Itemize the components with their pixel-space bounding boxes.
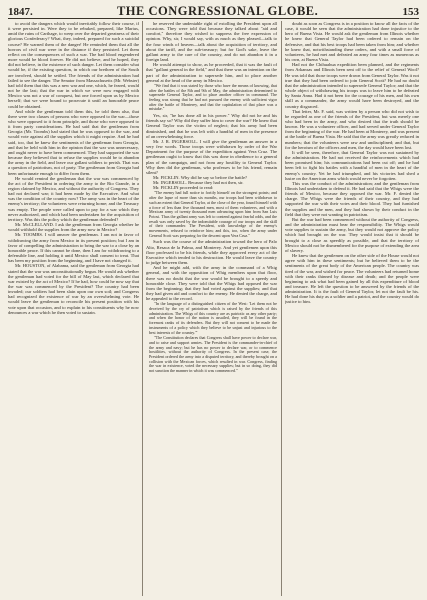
column-2-quotation: "The enemy had full notice to fortify himself on the strongest points; and after the lapse of more than six months, our troops had been withdrawn to such an extent that General Taylor, at the close of the year, found himself with a force of less than five thousand men, most of them volunteers, and with a Mexican army of twenty thousand men advancing upon him from San Luis Potosi. Thus the gallant army was left to contend against fearful odds, and the result was only saved by the indomitable courage of our troops and the skill of their commander. The President, with knowledge of the enemy's movements, refused to reinforce him; and this, too, when the army under General Scott was preparing for the descent upon Vera Cruz." [149, 190, 277, 238]
column-2-paragraph: Such was the course of the administration toward the hero of Palo Alto, Resaca de la Palma, and Monterey. And yet gentlemen upon this floor professed to be his friends, while they approved every act of the Executive which tended to his destruction. He would leave the country to judge between them. [146, 239, 277, 266]
header-year: 1847. [8, 6, 33, 18]
column-2-paragraph: Yes, sir, "he has done all in his power." Why did not he and his friends say so? Why did they suffer him to cover the war? He knew that General Taylor was the victim of neglect; that his army had been diminished, and that he was left with a handful of men in the presence of an overwhelming force. [146, 113, 277, 139]
column-2-paragraph: Mr. J. R. INGERSOLL. I will give the gentleman an answer in a very few words. Those troops were withdrawn by order of the War Department for the purpose of the expedition against Vera Cruz. The gentleman ought to know that this was done in obedience to a general plan of the campaign, and not from any hostility to General Taylor. Why then did the gentleman, who professes to be his friend, remain silent? [146, 138, 277, 175]
column-2-quotation: "In the language of a distinguished citizen of the West: 'Let them not be deceived by the cry of patriotism which is raised by the friends of this administration. The Whigs of this country are as patriotic as any other party; and when the honor of the nation is assailed, they will be found in the foremost ranks of its defenders. But they will not consent to be made the instruments of a policy which they believe to be unjust and injurious to the best interests of the country.'" [149, 301, 277, 335]
column-3-paragraph: This was the conduct of the administration; and the gentleman from Illinois had undertaken to defend it. He had said that the Whigs were the friends of Mexico, because they opposed the war. Mr. F. denied the charge. The Whigs were the friends of their country, and they had supported the war with their votes and their blood. They had furnished the supplies and the men, and they had shown by their conduct in the field that they were not wanting in patriotism. [285, 180, 419, 217]
column-1-paragraph: Mr. TOOMBS. I will answer the gentleman. I am not in favor of withdrawing the army from Mexico in its present position; but I am in favor of compelling the administration to bring the war to a close by an honorable peace. If this cannot be done, then I am for withdrawing to a defensible line, and holding it until Mexico shall consent to treat. That has been my position from the beginning, and I have not changed it. [8, 232, 139, 264]
column-2-paragraph: Mr. INGERSOLL. Because they had not then, sir. [153, 180, 244, 186]
column-2-paragraph: Mr. FICKLIN proceeded to read: [153, 185, 214, 191]
column-3-paragraph: He knew that the gentlemen on the other side of the House would not agree with him in these sentiments; but he believed them to be the sentiments of the great body of the American people. The country was tired of the war, and wished for peace. The volunteers had returned home with their ranks thinned by disease and death; and the people were beginning to ask what had been gained by all this expenditure of blood and treasure. He left the question to be answered by the friends of the administration. It is the fault of General Taylor, let not the fault be his. He had done his duty as a soldier and a patriot, and the country would do justice to him. [285, 253, 419, 305]
column-divider [281, 21, 282, 596]
column-1-paragraph: to avoid the dangers which would inevitably follow their course, if it were persisted in. Were they to be rebuked, prepared, like Marius, amid the ruins of Carthage, to weep over the departed greatness of their glorious Confederacy? What, they, indeed, prepared for such a suicidal course? He warned them of the danger! He reminded them that all the horrors of civil war were in the distance if they persisted. Let them reflect on the consequences of such a war. The bad blood engendered more would be blood forever. He did not believe, and he hoped, they did not believe, in the existence of such danger. Let them consider what would be, if the existing question, in which our brethren of the South are involved, should be settled. The friends of the administration had failed to see the danger. The Senator from Massachusetts (Mr. Webster) had told them that this was a new war and one, which, he feared, would not be the last; that the war in which we were now engaged with Mexico was not a war of conquest, but one forced upon us by Mexico herself; that we were bound to prosecute it until an honorable peace could be obtained. [8, 21, 139, 109]
column-3-paragraph: doubt as soon as Congress is in a position to know all the facts of the case, it would be seen that the administration had done injustice to the hero of Buena Vista. He would ask the gentleman from Illinois whether he knew that General Taylor had been ordered to remain on the defensive, and that his best troops had been taken from him; and whether he knew that, notwithstanding these orders, and with a small force of volunteers, he had met and defeated an army four times as numerous as his own, at Buena Vista. [285, 21, 419, 63]
column-1-paragraph: Mr. McCLELLAND. I ask the gentleman from Georgia whether he would withhold the supplies from the army now in Mexico? [8, 222, 139, 233]
column-2-paragraph: Mr. FICKLIN. Why did he say so before the battle? [153, 174, 247, 180]
column-2-quotation: "The Constitution declares that Congress shall have power to declare war, and to raise and support armies. The President is the commander-in-chief of the army and navy; but he has no power to declare war, or to commence hostilities, without the authority of Congress. In the present case, the President ordered the army into a disputed territory, and thereby brought on a collision with the Mexican forces, which resulted in war. Congress, finding the war in existence, voted the necessary supplies; but in so doing, they did not sanction the manner in which it was commenced." [149, 335, 277, 374]
column-2-paragraph: He would attempt to show, as he proceeded, that it was the fault of that "gallant general in the field," and that there was an intention on the part of the administration to supersede him, and to place another general at the head of the army in Mexico. [146, 62, 277, 83]
text-column-2 [146, 21, 277, 596]
text-column-1 [8, 21, 139, 596]
column-1-paragraph: Mr. HOUSTON, of Alabama, said the gentleman from Georgia had stated that the war was unconstitutionally begun. He would ask whether the gentleman had voted for the bill of May last, which declared that war existed by the act of Mexico? If he had, how could he now say that the war was commenced by the President? The country had been invaded; our soldiers had been slain upon our own soil; and Congress had recognized the existence of war by an overwhelming vote. He would leave the gentleman to reconcile his present position with his vote upon that occasion, and to explain to his constituents why he now denounces a war which he then voted to sustain. [8, 263, 139, 315]
column-3-paragraph: That letter, Mr. F. said, was written by a person who did not wish to be regarded as one of the friends of the President, but was merely one who had been in the army, and who desired that the truth should be known. He was a volunteer officer, and had served under General Taylor from the beginning of the war. He had been at Monterey, and was present at the battle of Buena Vista. He said that the army was greatly reduced in numbers; that the volunteers were raw and undisciplined; and that, but for the heroism of the officers and men, the day would have been lost. [285, 108, 419, 150]
text-column-3 [285, 21, 419, 596]
column-3-paragraph: Had not the Chihuahua expedition been planned, and the regiments from Arkansas and Illinois been sent off to the relief of General Wool? He was told that those troops were drawn from General Taylor. Was it not true that they had been ordered to join General Scott? He had no doubt that the administration intended to supersede General Taylor; and that the whole object of withdrawing his troops was to leave him to be defeated by Santa Anna. Had it not been for the courage of his men, and his own skill as a commander, the army would have been destroyed, and the country disgraced. [285, 62, 419, 109]
header-page-number: 153 [402, 6, 419, 18]
column-1-paragraph: And while the gentleman told them this, he told them also, that there were two classes of persons who were opposed to the war—those who were opposed to it from principle, and those who were opposed to it from party considerations. He had said that the gentleman from Georgia (Mr. Toombs) had stated that he was opposed to the war, and would vote against all the supplies which it might require. And he had said, too, that he knew the sentiments of the gentleman from Georgia, and that he held with him in the opinion that the war was unnecessary, and ought never to have been commenced. They had supported the war because they believed that to refuse the supplies would be to abandon the army in the field, and leave our gallant soldiers to perish. That was a question of patriotism, not of party. The gentleman from Georgia had been unfortunate enough to differ from them. [8, 108, 139, 176]
column-2-paragraph: he reserved the undeniable right of extolling the President upon all occasions. They were told that because they talked about "aid and comfort," therefore they wished to suppress the free expression of opinion. Why, sir, I would say, with as much as they pleased—talk to the four winds of heaven—talk about the acquisition of territory, and about the tariff, and the sub-treasury; but for God's sake, leave the gallant army to the care of the country, and do not abandon it in a foreign land. [146, 21, 277, 63]
column-3-paragraph: But the war had been commenced without the authority of Congress, and the administration must bear the responsibility. The Whigs would vote supplies to sustain the army, but they would not approve the policy which had brought on the war. They would insist that it should be brought to a close as speedily as possible, and that the territory of Mexico should not be dismembered for the purpose of extending the area of slavery. [285, 216, 419, 253]
column-1-paragraph: He would remind the gentleman that the war was commenced by the act of the President in ordering the army to the Rio Grande, in a region claimed by Mexico, and without the authority of Congress. They had not declared war; it had been made by the Executive. And what was the condition of the country now? The army was in the heart of the enemy's territory; the volunteers were returning home; and the Treasury was empty. The people were called upon to pay for a war which they never authorized, and which had been undertaken for the acquisition of territory. Was this the policy which the gentleman defended? [8, 175, 139, 222]
column-divider [142, 21, 143, 596]
page-header [8, 4, 419, 17]
column-2-paragraph: And he might add, with the army in the command of a Whig general, and with the opposition of Whig members upon that floor, there was no doubt that the war would be brought to a speedy and honorable close. They were told that the Whigs had opposed the war from the beginning; that they had voted against the supplies; and that they had given aid and comfort to the enemy. He denied the charge, and he appealed to the record. [146, 265, 277, 302]
header-rule [8, 18, 419, 19]
header-title: THE CONGRESSIONAL GLOBE. [116, 4, 319, 18]
column-2-quotation: "We find that it was stated by those who have the means of knowing, that after the battles of the 8th and 9th of May, the administration determined to supersede General Taylor, and to place another officer in command. The feeling was strong that he had not pursued the enemy with sufficient vigor after the battle of Monterey, and that the capitulation of that place was a mistake." [149, 82, 277, 112]
column-3-paragraph: It will be seen, therefore, that General Taylor was not sustained by the administration. He had not received the reinforcements which had been promised him; his communications had been cut off; and he had been left to fight his battles with a handful of men in the heart of the enemy's country. Yet he had triumphed, and his victories had shed a lustre on the American arms which would never be forgotten. [285, 149, 419, 181]
